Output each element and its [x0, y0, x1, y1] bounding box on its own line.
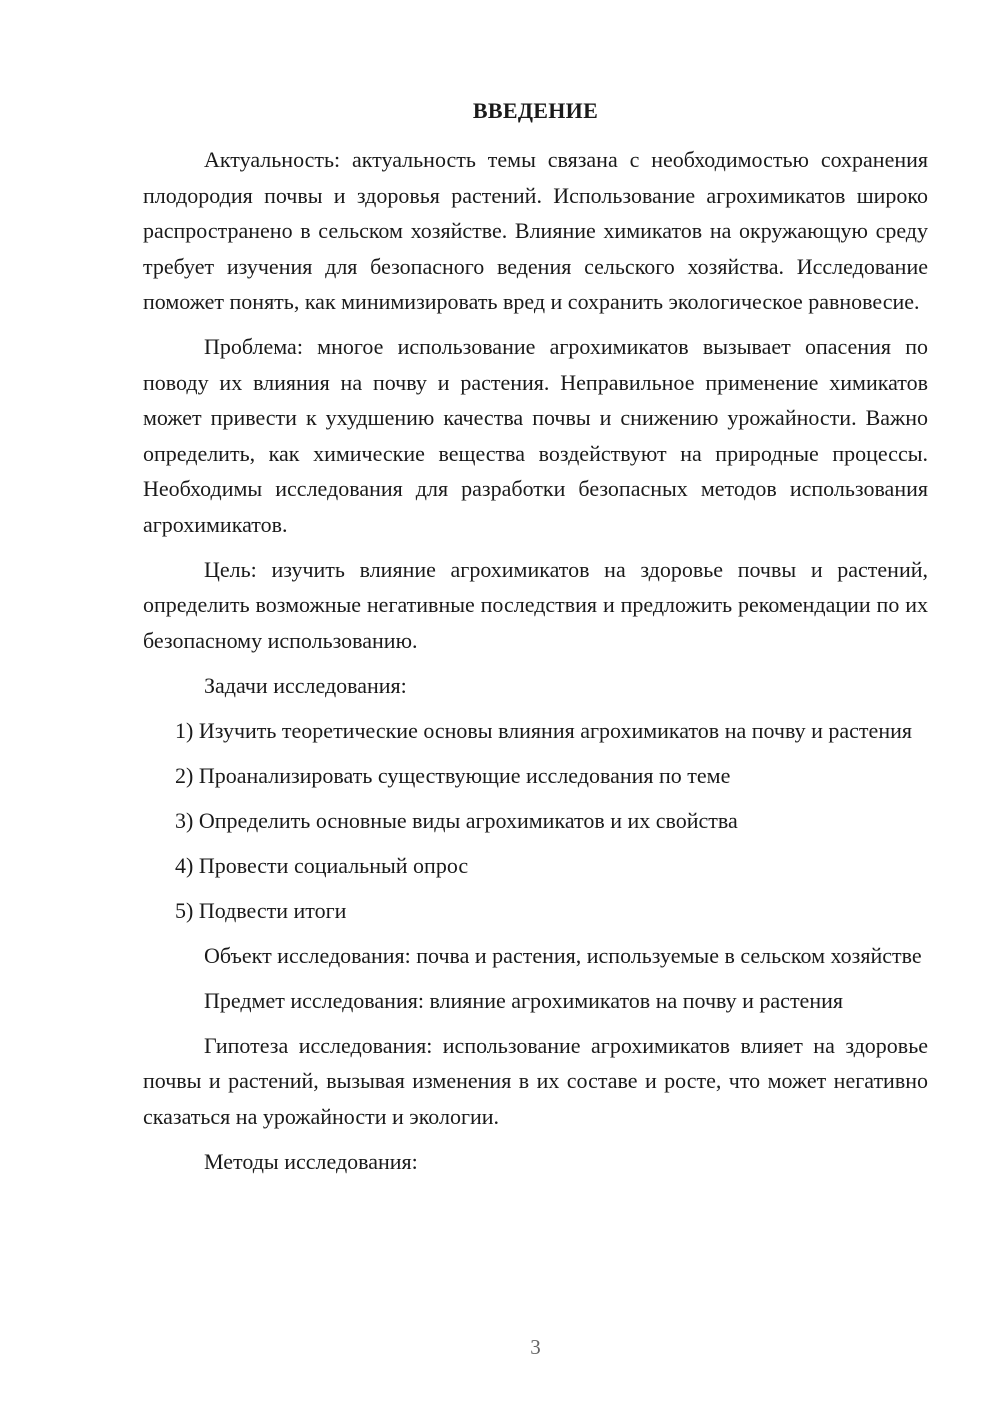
document-body [143, 142, 928, 1189]
task-item: 3) Определить основные виды агрохимикатов и их свойства [175, 807, 738, 833]
object-paragraph: Объект исследования: почва и растения, используемые в сельском хозяйстве [204, 942, 922, 968]
problem-paragraph: Проблема: многое использование агрохимикатов вызывает опасения по поводу их влияния на почву и растения. Неправильное применение химикатов может привести к ухудшению качества почвы и снижению урожайности. Важно определить, как химические вещества воздействуют на природные процессы. Необходимы исследования для разработки безопасных методов использования агрохимикатов. [143, 334, 928, 537]
task-item: 2) Проанализировать существующие исследования по теме [175, 762, 731, 788]
task-item: 1) Изучить теоретические основы влияния агрохимикатов на почву и растения [175, 717, 912, 743]
goal-paragraph: Цель: изучить влияние агрохимикатов на здоровье почвы и растений, определить возможные негативные последствия и предложить рекомендации по их безопасному использованию. [143, 556, 928, 653]
task-item: 4) Провести социальный опрос [175, 852, 469, 878]
page-number: 3 [530, 1335, 541, 1359]
section-heading: ВВЕДЕНИЕ [472, 98, 599, 123]
subject-paragraph: Предмет исследования: влияние агрохимикатов на почву и растения [204, 987, 843, 1013]
tasks-heading: Задачи исследования: [204, 672, 407, 698]
methods-heading: Методы исследования: [204, 1148, 418, 1174]
hypothesis-paragraph: Гипотеза исследования: использование агрохимикатов влияет на здоровье почвы и растений, вызывая изменения в их составе и росте, что может негативно сказаться на урожайности и экологии. [143, 1032, 928, 1129]
task-item: 5) Подвести итоги [175, 897, 347, 923]
relevance-paragraph: Актуальность: актуальность темы связана с необходимостью сохранения плодородия почвы и здоровья растений. Использование агрохимикатов широко распространено в сельском хозяйстве. Влияние химикатов на окружающую среду требует изучения для безопасного ведения сельского хозяйства. Исследование поможет понять, как минимизировать вред и сохранить экологическое равновесие. [143, 147, 928, 314]
